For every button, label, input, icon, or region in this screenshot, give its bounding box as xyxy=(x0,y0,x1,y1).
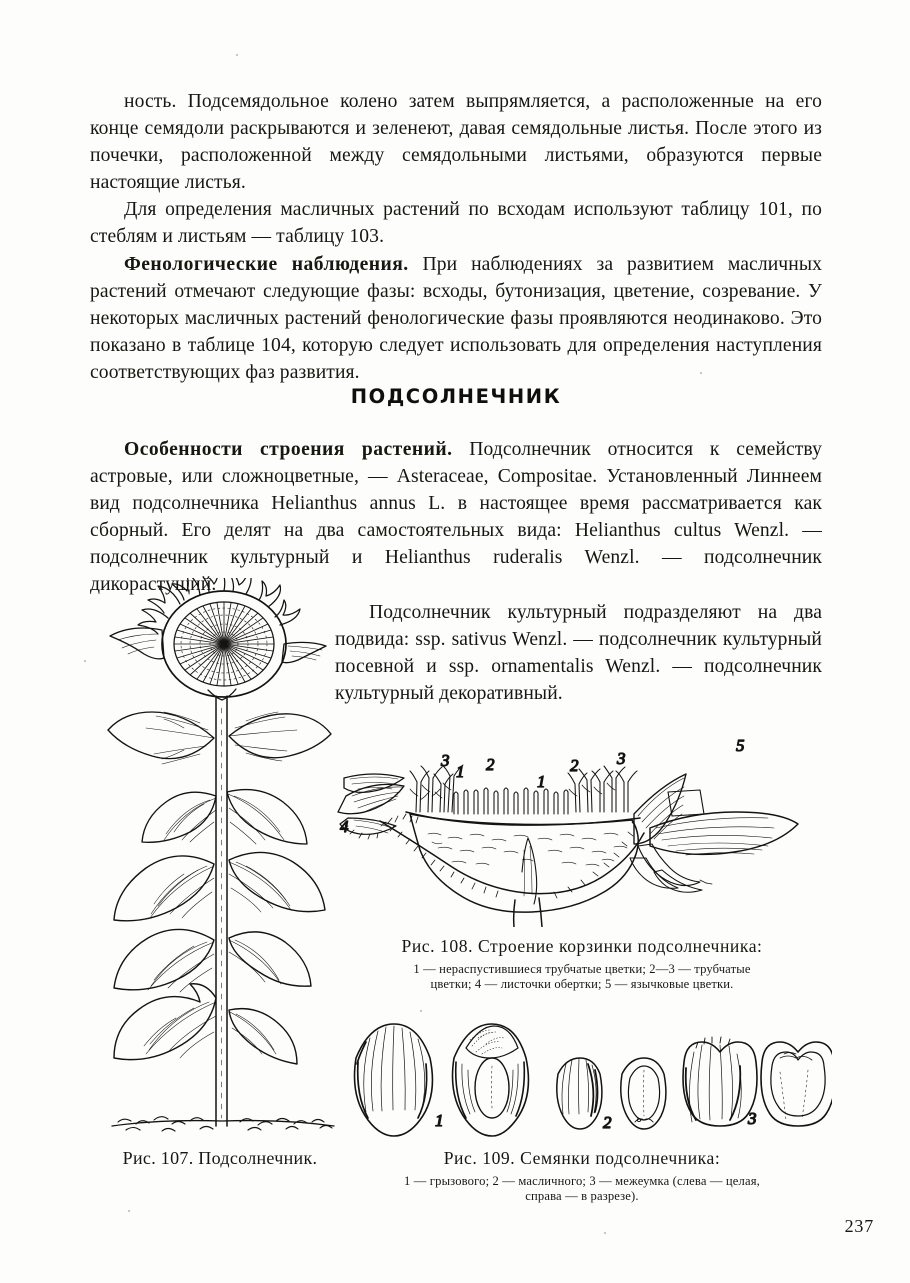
figure-108-legend-line-1: 1 — нераспустившиеся трубчатые цветки; 2—3 — трубчатые xyxy=(413,962,751,976)
figure-109-caption-block xyxy=(336,1148,828,1204)
sunflower-achenes-illustration xyxy=(336,1018,832,1144)
page-number: 237 xyxy=(844,1216,874,1236)
figure-107-caption: Рис. 107. Подсолнечник. xyxy=(122,1148,318,1168)
figure-109-legend xyxy=(336,1174,828,1204)
figure-109-legend-line-1: 1 — грызового; 2 — масличного; 3 — межеумка (слева — целая, xyxy=(404,1174,760,1188)
figure-108-label-1-center: 1 xyxy=(537,772,546,791)
scan-speck xyxy=(84,660,86,662)
paragraph-1: ность. Подсемядольное колено затем выпрямляется, а расположенные на его конце семядоли раскрываются и зеленеют, давая семядольные листья. После этого из почечки, расположенной между семядольными листьями, образуются первые настоящие листья. xyxy=(90,91,822,194)
sunflower-plant-illustration xyxy=(96,578,346,1150)
figure-108-label-4: 4 xyxy=(340,817,349,836)
paragraph-2: Для определения масличных растений по всходам используют таблицу 101, по стеблям и листьям — таблицу 103. xyxy=(90,199,822,248)
scan-speck xyxy=(128,1210,130,1212)
figure-108-label-3-right: 3 xyxy=(617,749,626,768)
page-title: ПОДСОЛНЕЧНИК xyxy=(350,385,562,408)
paragraph-4-rest: Подсолнечник относится к семейству астровые, или сложноцветные, — Asteraceae, Compositae. Установленный Линнеем вид подсолнечника Helianthus annus L. в настоящее время рассматривается как сборный. Его делят на два самостоятельных вида: Helianthus cultus Wenzl. — подсолнечник культурный и Helianthus ruderalis Wenzl. — подсолнечник дикорастущий. xyxy=(90,439,822,596)
figure-108-head-section xyxy=(332,722,832,927)
figure-108-legend xyxy=(336,962,828,992)
figure-108-caption-block xyxy=(336,936,828,992)
text-column xyxy=(90,88,822,386)
paragraph-3-rest: При наблюдениях за развитием масличных растений отмечают следующие фазы: всходы, бутонизация, цветение, созревание. У некоторых масличных растений фенологические фазы проявляются неодинаково. Это показано в таблице 104, которую следует использовать для определения наступления соответствующих фаз развития. xyxy=(90,253,822,383)
paragraph-3 xyxy=(90,251,822,386)
figure-108-label-2-right: 2 xyxy=(570,756,579,775)
paragraph-4-lead: Особенности строения растений. xyxy=(124,439,453,460)
figure-108-label-2-left: 2 xyxy=(486,755,495,774)
paragraph-5: Подсолнечник культурный подразделяют на два подвида: ssp. sativus Wenzl. — подсолнечник культурный посевной и ssp. ornamentalis Wenzl. — подсолнечник культурный декоративный. xyxy=(335,601,822,704)
figure-109-label-3: 3 xyxy=(748,1109,757,1128)
figure-108-label-5: 5 xyxy=(736,736,745,755)
sunflower-head-cross-section-illustration xyxy=(332,722,832,927)
figure-108-label-3-left: 3 xyxy=(441,751,450,770)
figure-109-achenes xyxy=(336,1018,832,1144)
scan-speck xyxy=(420,1010,422,1012)
scan-speck xyxy=(604,1232,606,1234)
figure-109-legend-line-2: справа — в разрезе). xyxy=(525,1189,639,1204)
figure-107-sunflower-plant xyxy=(96,578,346,1150)
figure-108-label-1-left: 1 xyxy=(456,762,465,781)
figure-109-label-2: 2 xyxy=(603,1113,612,1132)
figure-108-legend-line-2: цветки; 4 — листочки обертки; 5 — язычковые цветки. xyxy=(430,977,734,992)
figure-109-caption: Рис. 109. Семянки подсолнечника: xyxy=(443,1148,721,1168)
paragraph-4 xyxy=(90,436,822,599)
figure-109-label-1: 1 xyxy=(435,1111,444,1130)
paragraph-3-lead: Фенологические наблюдения. xyxy=(124,253,409,275)
scan-speck xyxy=(236,54,238,56)
figure-108-caption: Рис. 108. Строение корзинки подсолнечника: xyxy=(401,936,763,956)
